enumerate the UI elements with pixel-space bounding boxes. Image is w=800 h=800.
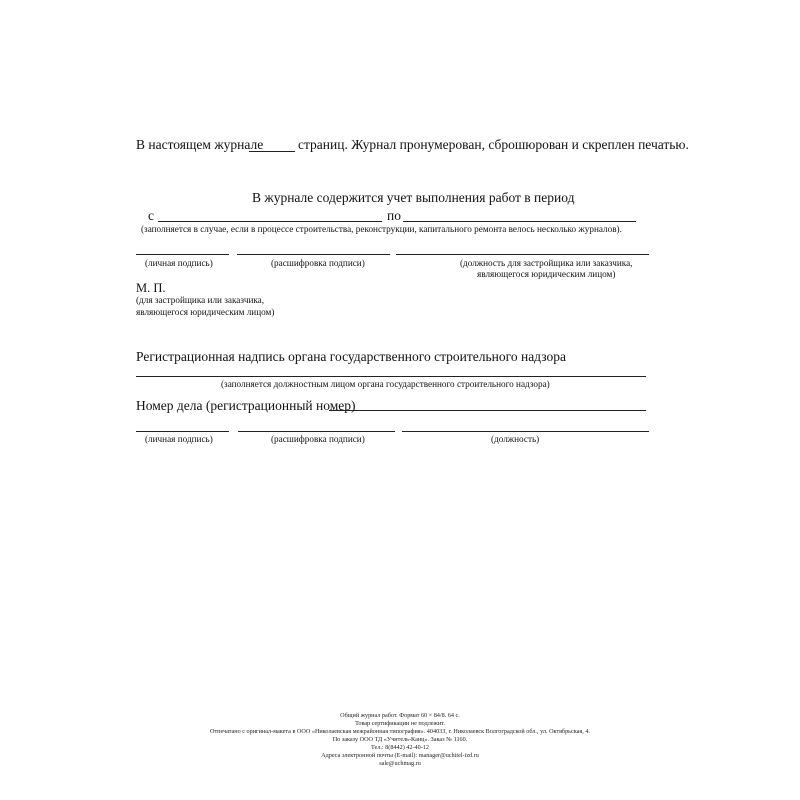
position-caption-1-line2: являющегося юридическим лицом) — [477, 269, 616, 279]
registration-heading: Регистрационная надпись органа государственного строительного надзора — [136, 349, 566, 364]
intro-suffix: страниц. Журнал пронумерован, сброшюрован и скреплен печатью. — [298, 137, 689, 152]
period-from-field[interactable] — [158, 221, 382, 222]
period-to-label: по — [387, 208, 401, 223]
period-from-label: с — [148, 208, 154, 223]
case-number-field[interactable] — [329, 410, 646, 411]
page-count-field[interactable] — [249, 151, 295, 152]
registration-note: (заполняется должностным лицом органа государственного строительного надзора) — [221, 379, 550, 389]
period-note: (заполняется в случае, если в процессе строительства, реконструкции, капитального ремонта велось несколько журналов). — [141, 224, 622, 234]
footer-line-5: Тел.: 8(8442) 42-40-12 — [370, 744, 429, 751]
case-number-label: Номер дела (регистрационный номер) — [136, 398, 356, 413]
signature-decoding-field-1[interactable] — [237, 254, 390, 255]
footer-line-2: Товар сертификации не подлежит. — [355, 720, 445, 727]
position-caption-2: (должность) — [491, 434, 540, 444]
stamp-note-line1: (для застройщика или заказчика, — [136, 295, 265, 305]
imprint-footer — [0, 712, 800, 768]
intro-prefix: В настоящем журнале — [136, 137, 264, 152]
personal-signature-field-2[interactable] — [136, 431, 229, 432]
period-heading: В журнале содержится учет выполнения работ в период — [252, 190, 575, 205]
signature-decoding-caption-2: (расшифровка подписи) — [271, 434, 365, 444]
footer-line-6: Адреса электронной почты (E-mail): manager@uchitel-izd.ru — [321, 752, 479, 759]
footer-line-4: По заказу ООО ТД «Учитель-Канц». Заказ № 1160. — [332, 736, 468, 743]
position-field-1[interactable] — [396, 254, 649, 255]
footer-line-1: Общий журнал работ. Формат 60 × 84/8. 64 с. — [340, 712, 460, 719]
position-field-2[interactable] — [402, 431, 649, 432]
personal-signature-caption-1: (личная подпись) — [145, 258, 213, 268]
registration-field[interactable] — [136, 376, 646, 377]
signature-decoding-caption-1: (расшифровка подписи) — [271, 258, 365, 268]
position-caption-1-line1: (должность для застройщика или заказчика, — [460, 258, 633, 268]
footer-line-3: Отпечатано с оригинал-макета в ООО «Николаевская межрайонная типография». 404033, г. Николаевск Волгоградской обл., ул. Октябрьская, 4. — [210, 728, 590, 735]
personal-signature-caption-2: (личная подпись) — [145, 434, 213, 444]
personal-signature-field-1[interactable] — [136, 254, 229, 255]
footer-line-7: sale@uchmag.ru — [379, 760, 421, 767]
signature-decoding-field-2[interactable] — [238, 431, 395, 432]
period-to-field[interactable] — [403, 221, 636, 222]
stamp-label: М. П. — [136, 281, 166, 295]
stamp-note-line2: являющегося юридическим лицом) — [136, 307, 275, 317]
